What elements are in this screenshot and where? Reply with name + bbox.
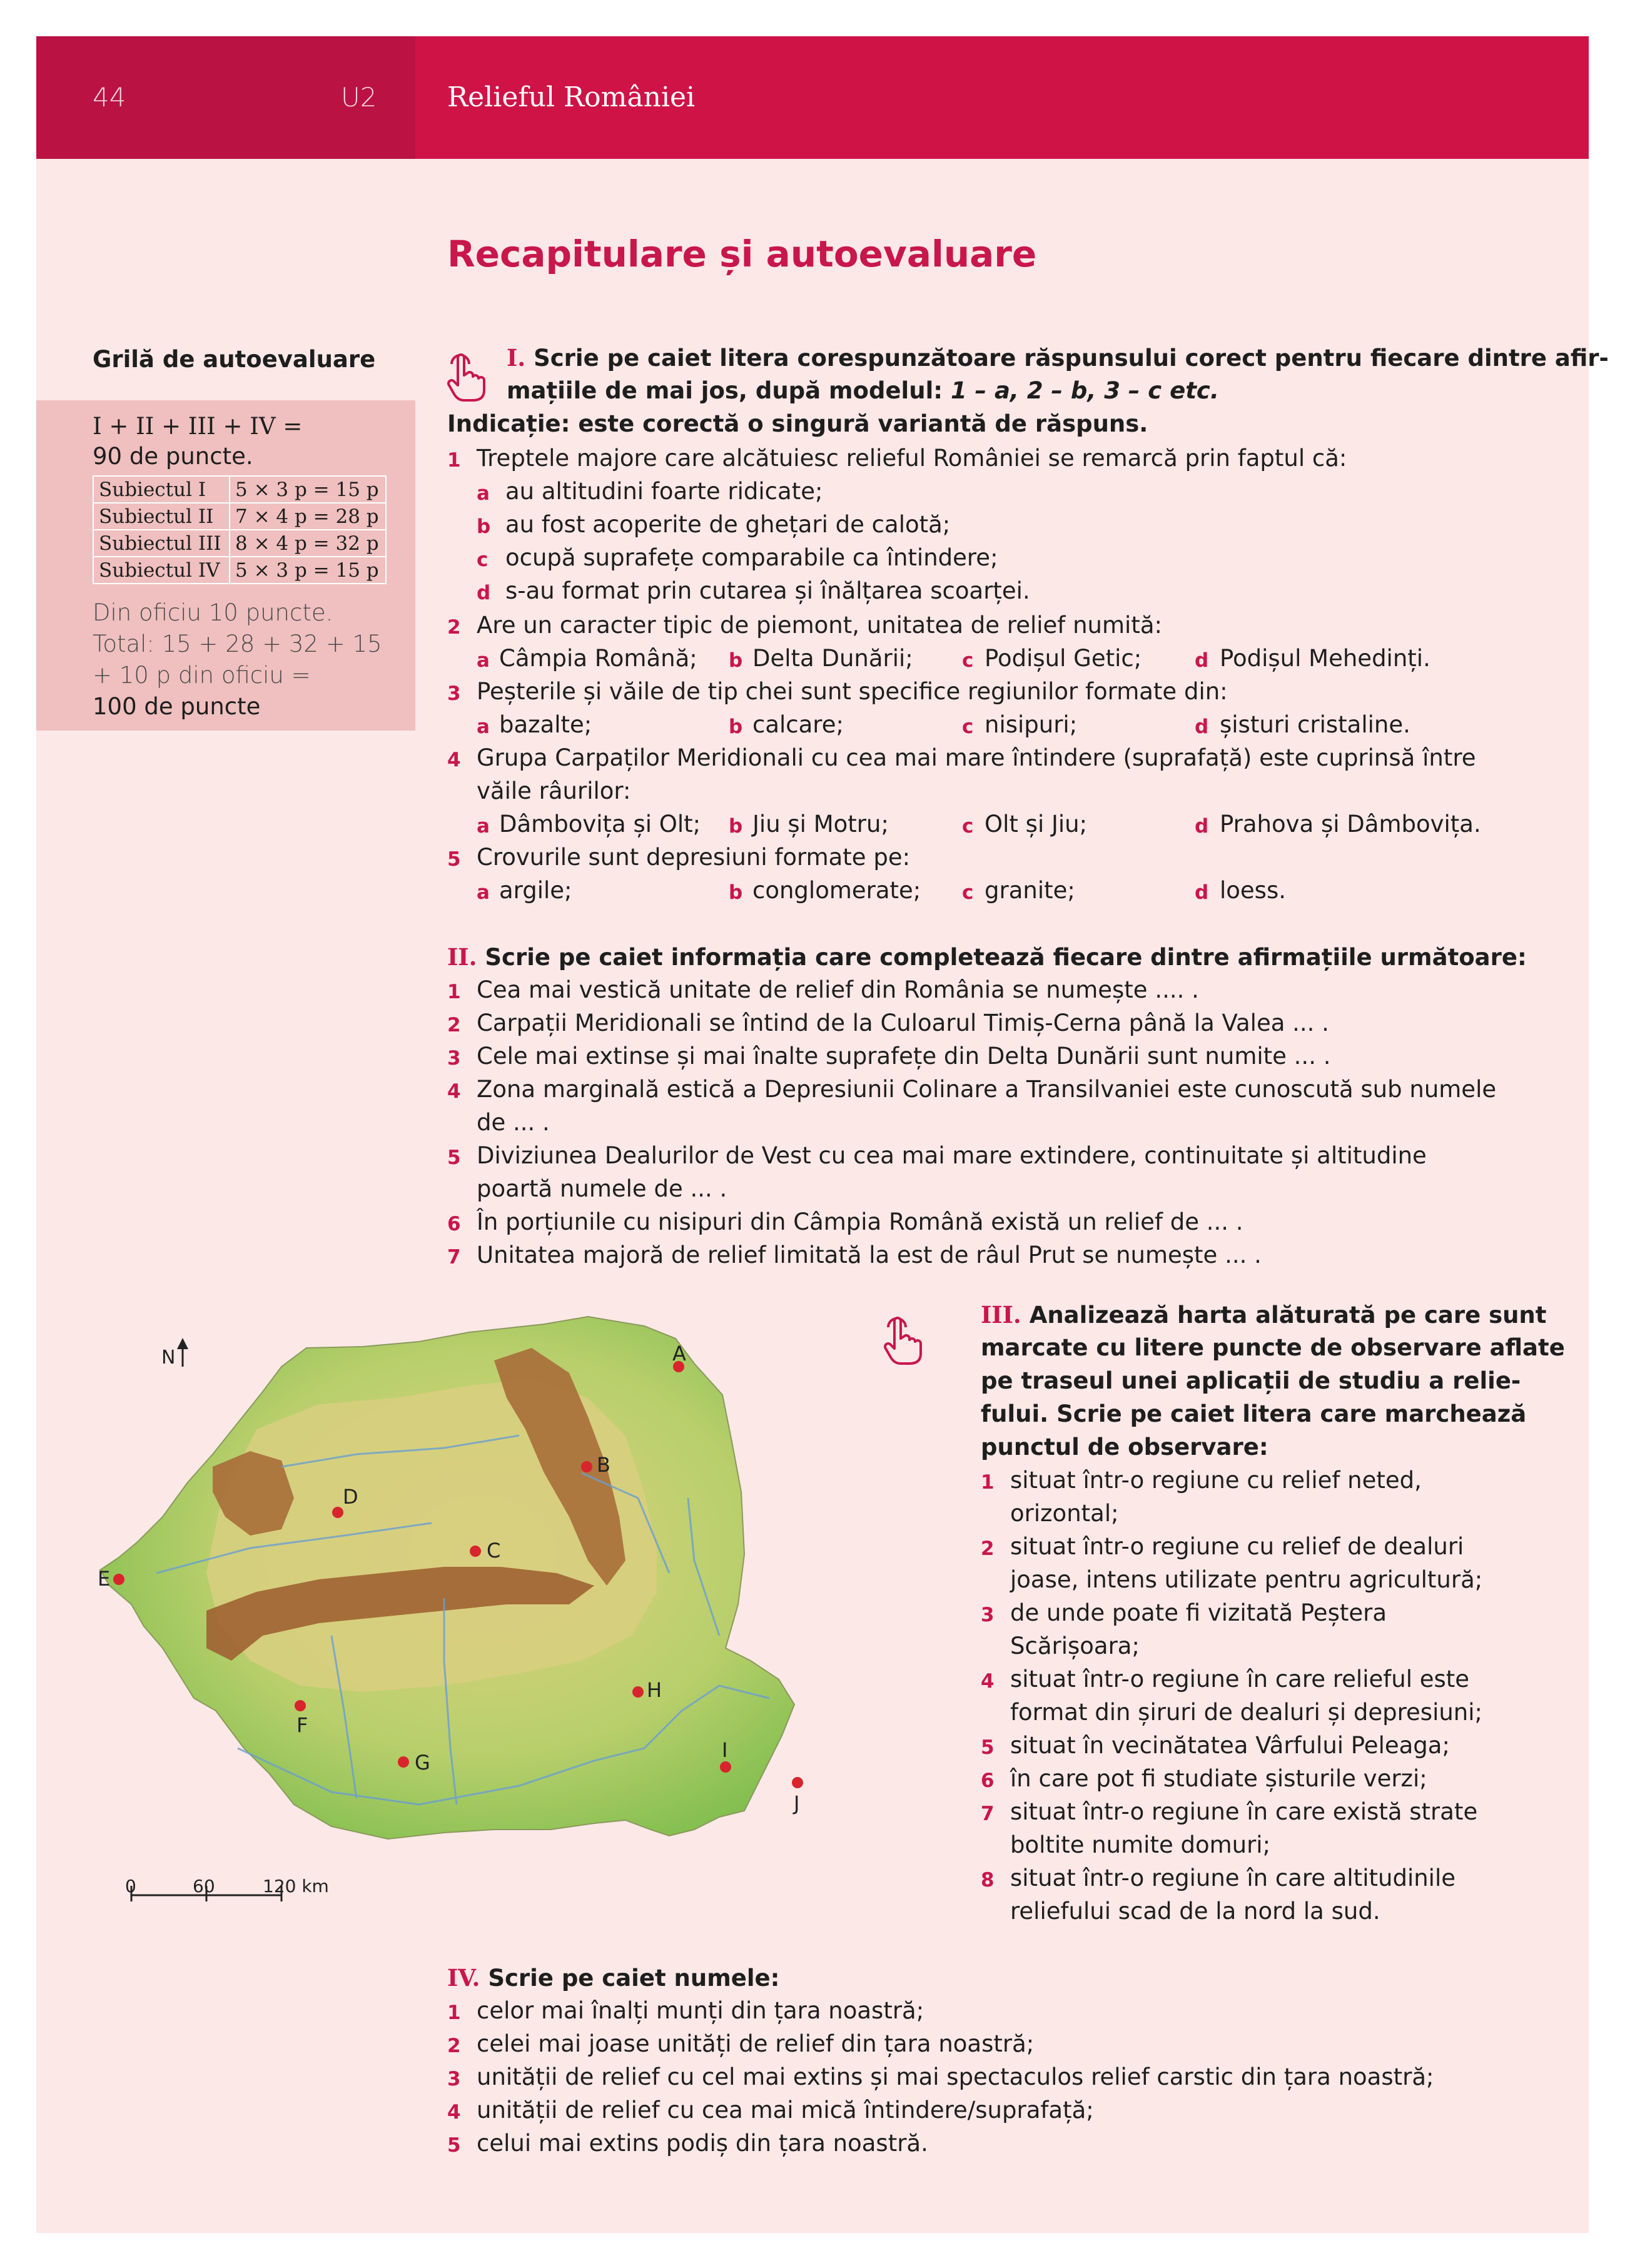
s1-q1-text: Treptele majore care alcătuiesc relieful României se remarcă prin faptul că:: [477, 445, 1347, 472]
s1-q2-option-b: Delta Dunării;: [752, 645, 913, 672]
map-point-j: [792, 1777, 803, 1788]
option-letter: b: [477, 515, 491, 538]
s4-item-text: celei mai joase unități de relief din țara noastră;: [477, 2030, 1035, 2057]
s4-item-text: celor mai înalți munți din țara noastră;: [477, 1997, 924, 2024]
s3-instr-line: pe traseul unei aplicații de studiu a relie-: [981, 1367, 1521, 1394]
s1-q5-option-b: conglomerate;: [752, 877, 921, 904]
s3-item-text: situat într-o regiune în care altitudinile: [1010, 1865, 1455, 1891]
option-letter: d: [1195, 649, 1209, 672]
s3-item-text: orizontal;: [1010, 1500, 1119, 1527]
grid-total-line1: Total: 15 + 28 + 32 + 15: [93, 630, 382, 657]
map-point-b: [581, 1461, 592, 1472]
s1-instr2b: 1 – a, 2 – b, 3 – c etc.: [950, 377, 1219, 404]
s1-q3-text: Peșterile și văile de tip chei sunt specifice regiunilor formate din:: [477, 678, 1228, 705]
s3-item-text: reliefului scad de la nord la sud.: [1010, 1898, 1380, 1925]
s3-instr-line: [981, 1301, 1546, 1329]
grid-row: [93, 476, 386, 503]
s1-q4-option-d: Prahova și Dâmbovița.: [1220, 811, 1481, 838]
map-point-label: A: [672, 1342, 686, 1365]
s3-item-text: în care pot fi studiate șisturile verzi;: [1010, 1765, 1427, 1792]
page-number: 44: [93, 82, 126, 113]
s3-item-number: 1: [981, 1471, 995, 1494]
map-point-label: H: [647, 1678, 662, 1702]
s2-instr: Scrie pe caiet informația care completează fiecare dintre afirmațiile următoare:: [485, 944, 1527, 971]
s3-instr-line: marcate cu litere puncte de observare aflate: [981, 1334, 1565, 1361]
map-point-label: D: [343, 1485, 358, 1509]
s2-item-text: Unitatea majoră de relief limitată la est de râul Prut se numește ... .: [477, 1242, 1262, 1268]
s3-instr-line: punctul de observare:: [981, 1434, 1268, 1461]
option-letter: b: [729, 815, 743, 838]
option-letter: c: [962, 649, 974, 672]
map-point-f: [295, 1700, 306, 1711]
s1-q3-number: 3: [447, 682, 461, 705]
s3-item-text: situat într-o regiune cu relief de dealuri: [1010, 1533, 1464, 1560]
map-point-i: [720, 1761, 731, 1773]
option-letter: c: [962, 815, 974, 838]
grid-line1: I + II + III + IV =: [93, 413, 303, 440]
option-letter: d: [1195, 881, 1209, 904]
s4-instr: Scrie pe caiet numele:: [488, 1965, 780, 1992]
grid-official: Din oficiu 10 puncte.: [93, 599, 333, 626]
s3-item-text: situat într-o regiune cu relief neted,: [1010, 1467, 1422, 1494]
map-point-label: F: [296, 1713, 308, 1737]
s2-item-text: Cele mai extinse și mai înalte suprafețe din Delta Dunării sunt numite ... .: [477, 1043, 1331, 1070]
grid-total-line3: 100 de puncte: [93, 693, 261, 720]
option-letter: a: [477, 649, 490, 672]
map-point-d: [332, 1507, 343, 1518]
north-label: N: [161, 1347, 176, 1369]
option-letter: d: [1195, 815, 1209, 838]
s1-q5-option-c: granite;: [985, 877, 1075, 904]
north-arrow-icon: [161, 1338, 188, 1369]
s4-item-number: 2: [447, 2035, 461, 2057]
s4-item-text: celui mai extins podiș din țara noastră.: [477, 2130, 928, 2157]
s3-item-number: 5: [981, 1736, 995, 1759]
s1-q4-text-line1: Grupa Carpaților Meridionali cu cea mai mare întindere (suprafață) este cuprinsă între: [477, 744, 1476, 771]
grid-total-line2: + 10 p din oficiu =: [93, 662, 311, 689]
s4-instruction: [447, 1964, 779, 1992]
s1-q2-number: 2: [447, 616, 461, 639]
grid-table: [93, 475, 387, 584]
s1-q2-option-c: Podișul Getic;: [985, 645, 1142, 672]
map-point-label: J: [794, 1791, 800, 1815]
s2-item-text: Diviziunea Dealurilor de Vest cu cea mai mare extindere, continuitate și altitudine: [477, 1142, 1427, 1169]
map-point-label: C: [487, 1539, 501, 1562]
s3-item-number: 3: [981, 1604, 995, 1626]
relief-map-romania: [94, 1310, 813, 1923]
s3-item-number: 6: [981, 1769, 995, 1792]
option-letter: a: [477, 881, 490, 904]
grid-score: 5 × 3 p = 15 p: [230, 476, 386, 503]
hand-pointer-icon: [445, 350, 488, 403]
s2-item-text: În porțiunile cu nisipuri din Câmpia Română există un relief de ... .: [477, 1208, 1243, 1235]
scale-bar: [125, 1876, 329, 1901]
scale-label: 60: [193, 1876, 215, 1896]
option-letter: d: [477, 582, 491, 604]
s3-item-number: 8: [981, 1869, 995, 1891]
s1-instr-line2: [507, 377, 1219, 404]
s2-item-number: 1: [447, 981, 461, 1003]
option-letter: b: [729, 716, 743, 738]
s1-q4-option-b: Jiu și Motru;: [752, 811, 889, 838]
unit-code: U2: [341, 82, 377, 113]
option-letter: c: [962, 881, 974, 904]
s1-instr2a: mațiile de mai jos, după modelul:: [507, 377, 951, 404]
s1-q2-text: Are un caracter tipic de piemont, unitatea de relief numită:: [477, 612, 1162, 639]
option-letter: d: [1195, 716, 1209, 738]
s2-item-number: 6: [447, 1213, 461, 1235]
s1-q3-option-b: calcare;: [752, 711, 844, 738]
scale-label: 120 km: [263, 1876, 329, 1896]
s1-q1-option-d: s-au format prin cutarea și înălțarea scoarței.: [505, 577, 1030, 604]
s3-item-text: situat în vecinătatea Vârfului Peleaga;: [1010, 1732, 1450, 1759]
grid-score: 8 × 4 p = 32 p: [230, 530, 386, 557]
s2-instruction: [447, 943, 1527, 971]
grid-subject: Subiectul IV: [93, 557, 230, 584]
s2-item-number: 4: [447, 1080, 461, 1103]
s1-q2-option-d: Podișul Mehedinți.: [1220, 645, 1430, 672]
map-point-c: [470, 1546, 481, 1557]
s3-item-text: de unde poate fi vizitată Peștera: [1010, 1599, 1387, 1626]
option-letter: c: [477, 549, 489, 571]
s1-q3-option-a: bazalte;: [499, 711, 592, 738]
s4-item-text: unității de relief cu cel mai extins și mai spectaculos relief carstic din țara noastră;: [477, 2063, 1434, 2090]
grid-box: [36, 400, 415, 731]
s3-item-text: joase, intens utilizate pentru agricultură;: [1010, 1566, 1483, 1593]
option-letter: a: [477, 815, 490, 838]
s1-q1-number: 1: [447, 449, 461, 472]
s1-hint: Indicație: este corectă o singură variantă de răspuns.: [447, 410, 1148, 437]
s3-instr-line: fului. Scrie pe caiet litera care marchează: [981, 1400, 1527, 1427]
s1-q1-option-c: ocupă suprafețe comparabile ca întindere;: [505, 544, 998, 571]
s3-item-text: situat într-o regiune în care există strate: [1010, 1798, 1478, 1825]
s4-item-number: 4: [447, 2101, 461, 2124]
s3-item-number: 2: [981, 1537, 995, 1560]
option-letter: c: [962, 716, 974, 738]
s4-item-number: 3: [447, 2068, 461, 2090]
option-letter: b: [729, 881, 743, 904]
grid-subject: Subiectul III: [93, 530, 230, 557]
map-point-label: E: [98, 1567, 111, 1591]
s3-item-number: 7: [981, 1803, 995, 1825]
s2-roman: II.: [447, 943, 477, 971]
grid-line2: 90 de puncte.: [93, 443, 253, 470]
grid-row: [93, 503, 386, 530]
chapter-title: Relieful României: [447, 81, 696, 113]
grid-row: [93, 530, 386, 557]
grid-row: [93, 557, 386, 584]
s1-q4-text-line2: văile râurilor:: [477, 777, 631, 804]
s2-item-text: poartă numele de ... .: [477, 1175, 727, 1202]
map-point-e: [113, 1574, 124, 1585]
grid-heading: Grilă de autoevaluare: [93, 346, 376, 373]
s1-q1-option-a: au altitudini foarte ridicate;: [505, 478, 823, 505]
map-point-h: [632, 1686, 644, 1698]
option-letter: a: [477, 482, 490, 505]
s3-roman: III.: [981, 1301, 1021, 1329]
s3-instr: Analizează harta alăturată pe care sunt: [1029, 1302, 1547, 1329]
s1-q5-option-d: loess.: [1220, 877, 1286, 904]
option-letter: b: [729, 649, 743, 672]
s4-item-text: unității de relief cu cea mai mică întindere/suprafață;: [477, 2097, 1094, 2124]
s4-item-number: 1: [447, 2002, 461, 2024]
s1-q3-option-c: nisipuri;: [985, 711, 1078, 738]
s2-item-number: 2: [447, 1014, 461, 1036]
s2-item-number: 3: [447, 1047, 461, 1070]
grid-subject: Subiectul I: [93, 476, 230, 503]
grid-score: 5 × 3 p = 15 p: [230, 557, 386, 584]
s2-item-text: Carpații Meridionali se întind de la Culoarul Timiș-Cerna până la Valea ... .: [477, 1010, 1329, 1036]
map-point-g: [398, 1756, 409, 1768]
page-header: [36, 36, 1589, 159]
s1-instr1: Scrie pe caiet litera corespunzătoare răspunsului corect pentru fiecare dintre afir-: [534, 345, 1609, 372]
s2-item-number: 5: [447, 1147, 461, 1169]
map-point-label: I: [722, 1738, 728, 1762]
s1-q5-option-a: argile;: [499, 877, 572, 904]
scale-label: 0: [125, 1876, 136, 1896]
s2-item-number: 7: [447, 1246, 461, 1268]
map-point-label: G: [415, 1751, 430, 1774]
s1-roman: I.: [507, 344, 526, 372]
s3-item-text: format din șiruri de dealuri și depresiuni;: [1010, 1699, 1482, 1726]
s2-item-text: Zona marginală estică a Depresiunii Colinare a Transilvaniei este cunoscută sub numele: [477, 1076, 1497, 1103]
option-letter: a: [477, 716, 490, 738]
hand-pointer-icon: [882, 1314, 924, 1366]
s1-q3-option-d: șisturi cristaline.: [1220, 711, 1410, 738]
s1-q4-number: 4: [447, 749, 461, 771]
s3-item-text: boltite numite domuri;: [1010, 1831, 1271, 1858]
s1-q5-number: 5: [447, 848, 461, 871]
s2-item-text: de ... .: [477, 1109, 550, 1136]
s1-q2-option-a: Câmpia Română;: [499, 645, 697, 672]
s1-q4-option-a: Dâmbovița și Olt;: [499, 811, 701, 838]
s3-item-text: situat într-o regiune în care relieful este: [1010, 1666, 1470, 1693]
s1-q4-option-c: Olt și Jiu;: [985, 811, 1088, 838]
grid-score: 7 × 4 p = 28 p: [230, 503, 386, 530]
s1-instr-line1: [507, 344, 1609, 372]
map-point-label: B: [597, 1453, 610, 1477]
s4-item-number: 5: [447, 2134, 461, 2157]
s4-roman: IV.: [447, 1964, 480, 1992]
s1-q5-text: Crovurile sunt depresiuni formate pe:: [477, 844, 911, 871]
section-title: Recapitulare și autoevaluare: [447, 233, 1037, 275]
grid-subject: Subiectul II: [93, 503, 230, 530]
s2-item-text: Cea mai vestică unitate de relief din România se numește .... .: [477, 976, 1199, 1003]
s1-q1-option-b: au fost acoperite de ghețari de calotă;: [505, 511, 951, 538]
s3-item-text: Scărișoara;: [1010, 1633, 1140, 1659]
s3-item-number: 4: [981, 1670, 995, 1693]
